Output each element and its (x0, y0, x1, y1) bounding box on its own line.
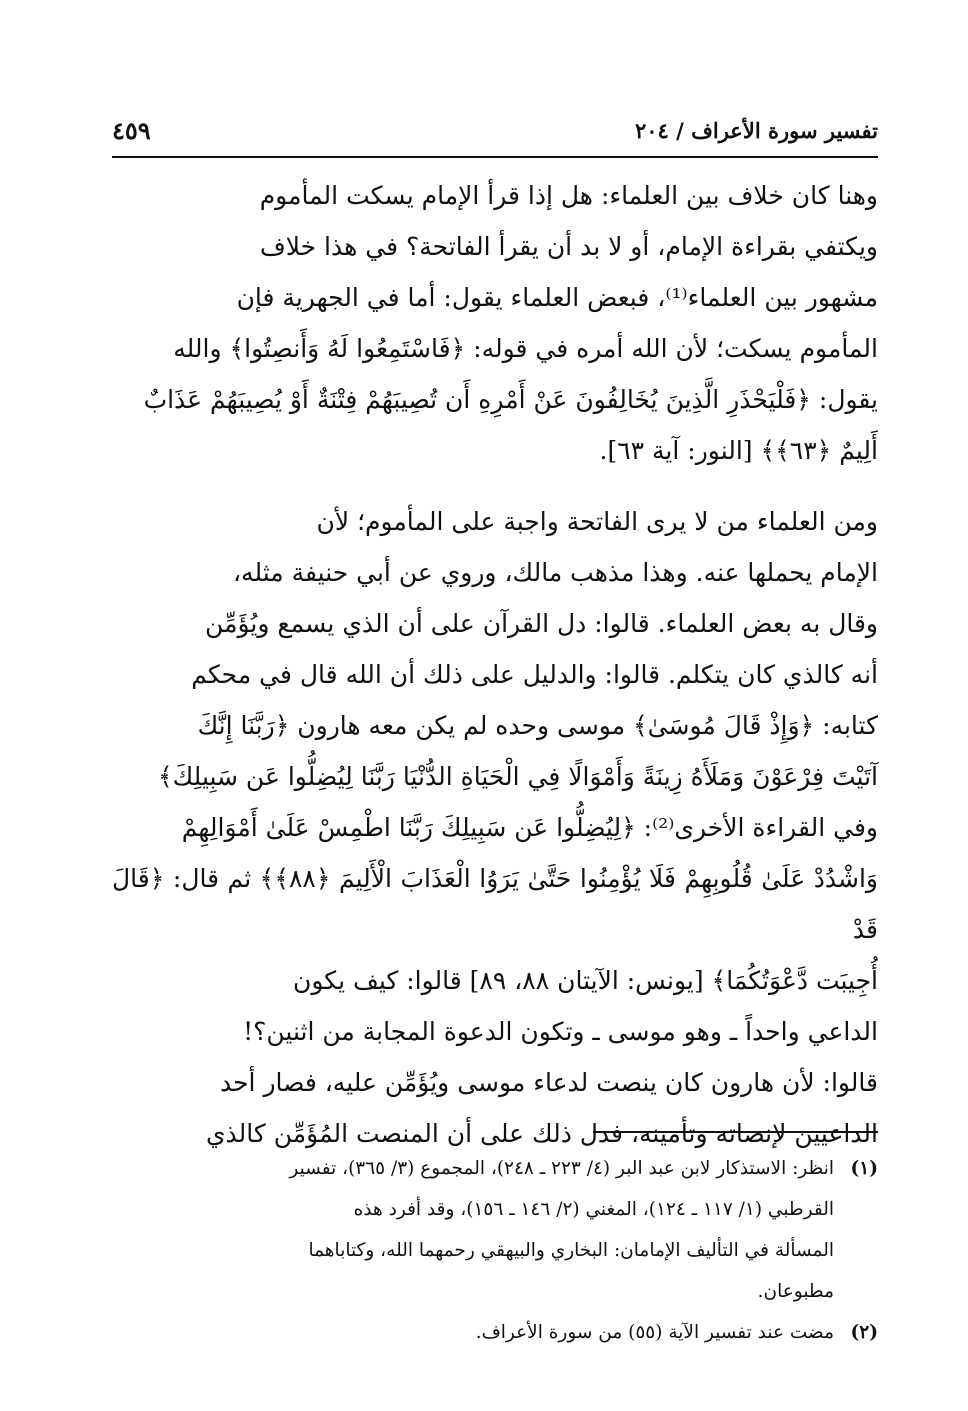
text-line: آتَيْتَ فِرْعَوْنَ وَمَلَأَهُ زِينَةً وَأَمْوَالًا فِي الْحَيَاةِ الدُّنْيَا رَبَّنَا لِيُضِلُّوا عَن سَبِيلِكَ﴾ (157, 762, 878, 791)
page-header (112, 110, 878, 150)
text-line: وقال به بعض العلماء. قالوا: دل القرآن على أن الذي يسمع ويُؤَمِّن (205, 609, 878, 638)
footnote-line: مضت عند تفسير الآية (٥٥) من سورة الأعراف. (475, 1322, 834, 1343)
paragraph-1 (112, 170, 878, 476)
text-line: وَاشْدُدْ عَلَىٰ قُلُوبِهِمْ فَلَا يُؤْمِنُوا حَتَّىٰ يَرَوُا الْعَذَابَ الْأَلِيمَ ﴿٨٨﴾﴾ ثم قال: ﴿قَالَ قَدْ (112, 864, 878, 944)
footnote-number: (١) (850, 1158, 878, 1179)
footnote-1 (112, 1148, 878, 1312)
text-line: وفي القراءة الأخرى⁽²⁾: ﴿لِيُضِلُّوا عَن سَبِيلِكَ رَبَّنَا اطْمِسْ عَلَىٰ أَمْوَالِهِمْ (181, 813, 878, 842)
footnote-number: (٢) (850, 1322, 878, 1343)
text-line: أُجِيبَت دَّعْوَتُكُمَا﴾ [يونس: الآيتان ٨٨، ٨٩] قالوا: كيف يكون (292, 966, 878, 995)
footnote-line: مطبوعان. (757, 1281, 834, 1302)
footnote-text (112, 1312, 834, 1353)
text-line: ومن العلماء من لا يرى الفاتحة واجبة على المأموم؛ لأن (316, 507, 878, 536)
running-title: تفسير سورة الأعراف / ٢٠٤ (634, 117, 878, 143)
text-line: وهنا كان خلاف بين العلماء: هل إذا قرأ الإمام يسكت المأموم (259, 181, 878, 210)
text-line: أنه كالذي كان يتكلم. قالوا: والدليل على ذلك أن الله قال في محكم (191, 660, 878, 689)
text-line: يقول: ﴿فَلْيَحْذَرِ الَّذِينَ يُخَالِفُونَ عَنْ أَمْرِهِ أَن تُصِيبَهُمْ فِتْنَةٌ أَوْ يُصِيبَهُمْ عَذَابٌ (143, 385, 878, 414)
text-line: كتابه: ﴿وَإِذْ قَالَ مُوسَىٰ﴾ موسى وحده لم يكن معه هارون ﴿رَبَّنَا إِنَّكَ (197, 711, 878, 740)
text-line: ويكتفي بقراءة الإمام، أو لا بد أن يقرأ الفاتحة؟ في هذا خلاف (259, 232, 878, 261)
text-line: المأموم يسكت؛ لأن الله أمره في قوله: ﴿فَاسْتَمِعُوا لَهُ وَأَنصِتُوا﴾ والله (173, 334, 878, 363)
footnote-line: انظر: الاستذكار لابن عبد البر (٤/ ٢٢٣ ـ ٢٤٨)، المجموع (٣/ ٣٦٥)، تفسير (289, 1158, 834, 1179)
text-line: الداعي واحداً ـ وهو موسى ـ وتكون الدعوة المجابة من اثنين؟! (243, 1017, 878, 1046)
footnotes (112, 1148, 878, 1353)
footnote-line: المسألة في التأليف الإمامان: البخاري والبيهقي رحمهما الله، وكتاباهما (308, 1240, 834, 1261)
main-text (112, 170, 878, 1179)
footnote-line: القرطبي (١/ ١١٧ ـ ١٢٤)، المغني (٢/ ١٤٦ ـ ١٥٦)، وقد أفرد هذه (353, 1199, 834, 1220)
footnote-2 (112, 1312, 878, 1353)
paragraph-2 (112, 496, 878, 1159)
text-line: الإمام يحملها عنه. وهذا مذهب مالك، وروي عن أبي حنيفة مثله، (232, 558, 878, 587)
text-line: أَلِيمٌ ﴿٦٣﴾﴾ [النور: آية ٦٣]. (599, 436, 878, 465)
page-number: ٤٥٩ (112, 115, 151, 145)
text-line: مشهور بين العلماء⁽¹⁾، فبعض العلماء يقول: أما في الجهرية فإن (236, 283, 878, 312)
footnote-text (112, 1148, 834, 1312)
text-line: قالوا: لأن هارون كان ينصت لدعاء موسى ويُؤَمِّن عليه، فصار أحد (219, 1068, 878, 1097)
header-rule (112, 156, 878, 158)
footnote-rule (593, 1131, 878, 1133)
text-line: الداعيين لإنصاته وتأمينه، فدل ذلك على أن المنصت المُؤَمِّن كالذي (205, 1119, 878, 1148)
